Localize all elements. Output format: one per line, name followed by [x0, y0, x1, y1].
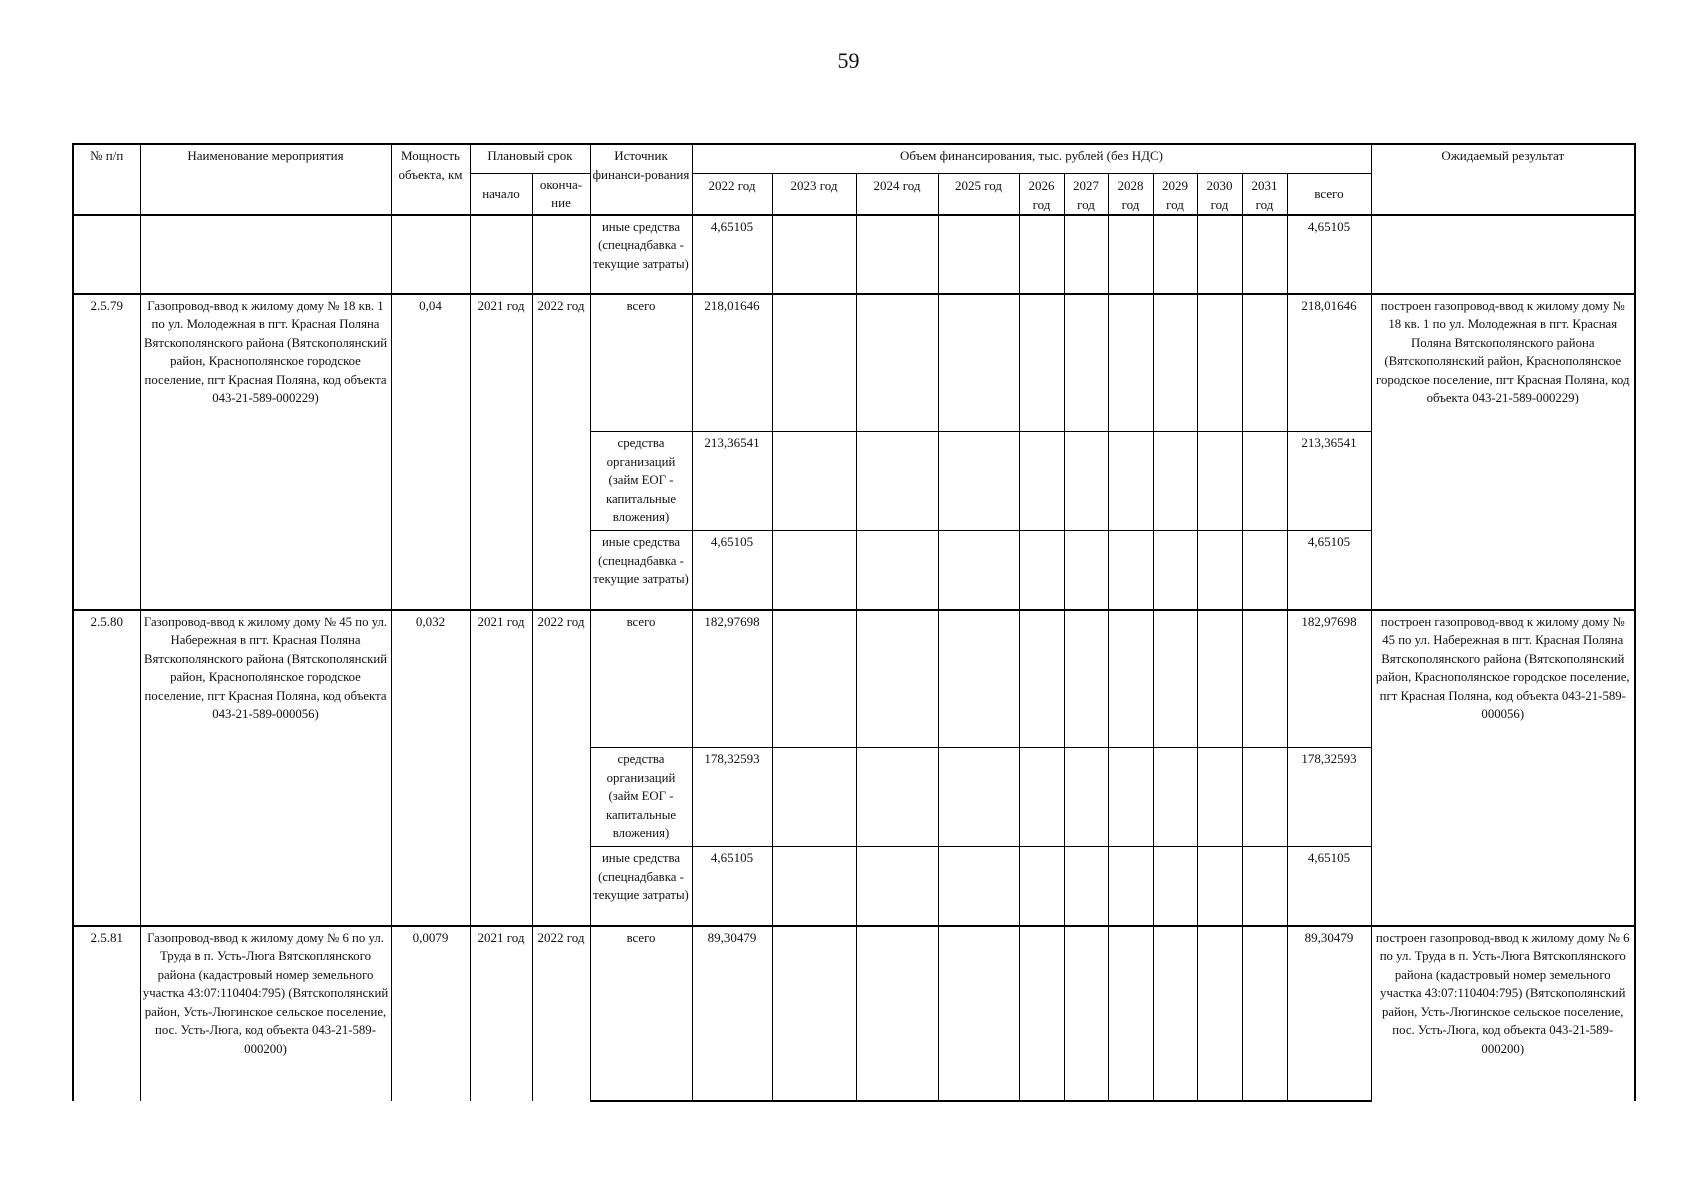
cell-source: средства организаций (займ ЕОГ - капитальные вложения) [590, 432, 692, 531]
cell-empty [1242, 926, 1287, 1101]
cell-source: иные средства (спецнадбавка - текущие затраты) [590, 531, 692, 610]
cell-empty [856, 215, 938, 294]
cell-2022: 4,65105 [692, 215, 772, 294]
cell-empty [1197, 610, 1242, 748]
cell-source: всего [590, 610, 692, 748]
cell-2022: 182,97698 [692, 610, 772, 748]
cell-result: построен газопровод-ввод к жилому дому № 18 кв. 1 по ул. Молодежная в пгт. Красная Поляна Вятскополянского района (Вятскополянский район, Краснополянское городское поселение, пгт Красная Поляна, код объекта 043-21-589-000229) [1371, 294, 1635, 610]
cell-empty [772, 926, 856, 1101]
cell-source: иные средства (спецнадбавка - текущие затраты) [590, 847, 692, 926]
cell-empty [772, 294, 856, 432]
cell-result: построен газопровод-ввод к жилому дому № 45 по ул. Набережная в пгт. Красная Поляна Вятскополянского района (Вятскополянский район, Краснополянское городское поселение, пгт Красная Поляна, код объекта 043-21-589-000056) [1371, 610, 1635, 926]
cell-empty [772, 215, 856, 294]
cell-source: средства организаций (займ ЕОГ - капитальные вложения) [590, 748, 692, 847]
cell-2022: 218,01646 [692, 294, 772, 432]
cell-result [1371, 215, 1635, 294]
table-row [73, 294, 1635, 432]
cell-capacity: 0,0079 [391, 926, 470, 1101]
cell-capacity [391, 215, 470, 294]
cell-empty [856, 610, 938, 748]
cell-num: 2.5.79 [73, 294, 140, 610]
header-year: 2024 год [856, 173, 938, 215]
cell-empty [772, 748, 856, 847]
cell-capacity: 0,032 [391, 610, 470, 926]
cell-empty [1019, 847, 1064, 926]
header-planned-term: Плановый срок [470, 144, 590, 173]
cell-start [470, 215, 532, 294]
cell-empty [1242, 847, 1287, 926]
cell-empty [1197, 215, 1242, 294]
cell-name: Газопровод-ввод к жилому дому № 45 по ул. Набережная в пгт. Красная Поляна Вятскополянского района (Вятскополянский район, Краснополянское городское поселение, пгт Красная Поляна, код объекта 043-21-589-000056) [140, 610, 391, 926]
cell-start: 2021 год [470, 610, 532, 926]
cell-start: 2021 год [470, 926, 532, 1101]
header-name: Наименование мероприятия [140, 144, 391, 215]
header-year: 2027 год [1064, 173, 1108, 215]
cell-end: 2022 год [532, 926, 590, 1101]
cell-empty [856, 926, 938, 1101]
cell-empty [1242, 531, 1287, 610]
header-source: Источник финанси-рования [590, 144, 692, 215]
cell-source: всего [590, 926, 692, 1101]
cell-empty [1197, 294, 1242, 432]
header-result: Ожидаемый результат [1371, 144, 1635, 215]
cell-empty [1108, 926, 1153, 1101]
cell-2022: 89,30479 [692, 926, 772, 1101]
cell-empty [1064, 432, 1108, 531]
header-year: 2022 год [692, 173, 772, 215]
cell-source: иные средства (спецнадбавка - текущие затраты) [590, 215, 692, 294]
cell-empty [856, 531, 938, 610]
cell-empty [1019, 215, 1064, 294]
cell-empty [1197, 748, 1242, 847]
cell-total: 4,65105 [1287, 847, 1371, 926]
cell-name: Газопровод-ввод к жилому дому № 18 кв. 1 по ул. Молодежная в пгт. Красная Поляна Вятскополянского района (Вятскополянский район, Краснополянское городское поселение, пгт Красная Поляна, код объекта 043-21-589-000229) [140, 294, 391, 610]
cell-num [73, 215, 140, 294]
cell-empty [1019, 926, 1064, 1101]
header-year: 2023 год [772, 173, 856, 215]
header-year: 2025 год [938, 173, 1019, 215]
cell-result: построен газопровод-ввод к жилому дому № 6 по ул. Труда в п. Усть-Люга Вятскоплянского района (кадастровый номер земельного участка 43:07:110404:795) (Вятскополянский район, Усть-Люгинское сельское поселение, пос. Усть-Люга, код объекта 043-21-589-000200) [1371, 926, 1635, 1101]
cell-empty [1064, 610, 1108, 748]
cell-empty [1197, 432, 1242, 531]
cell-empty [938, 432, 1019, 531]
cell-empty [772, 531, 856, 610]
cell-empty [1108, 531, 1153, 610]
cell-empty [1064, 847, 1108, 926]
cell-name [140, 215, 391, 294]
cell-empty [1153, 847, 1197, 926]
cell-num: 2.5.81 [73, 926, 140, 1101]
cell-empty [1242, 294, 1287, 432]
cell-empty [1108, 432, 1153, 531]
header-capacity: Мощность объекта, км [391, 144, 470, 215]
cell-capacity: 0,04 [391, 294, 470, 610]
cell-end: 2022 год [532, 294, 590, 610]
header-year: 2026 год [1019, 173, 1064, 215]
cell-source: всего [590, 294, 692, 432]
cell-total: 4,65105 [1287, 215, 1371, 294]
cell-empty [938, 215, 1019, 294]
cell-empty [1064, 531, 1108, 610]
header-total: всего [1287, 173, 1371, 215]
cell-2022: 4,65105 [692, 847, 772, 926]
cell-empty [1153, 215, 1197, 294]
cell-empty [1019, 531, 1064, 610]
cell-2022: 213,36541 [692, 432, 772, 531]
header-num: № п/п [73, 144, 140, 215]
cell-empty [1197, 531, 1242, 610]
cell-empty [1108, 748, 1153, 847]
cell-empty [1064, 748, 1108, 847]
cell-empty [856, 294, 938, 432]
cell-empty [938, 748, 1019, 847]
cell-end: 2022 год [532, 610, 590, 926]
cell-2022: 4,65105 [692, 531, 772, 610]
cell-empty [1108, 847, 1153, 926]
cell-total: 213,36541 [1287, 432, 1371, 531]
cell-empty [1064, 215, 1108, 294]
cell-total: 4,65105 [1287, 531, 1371, 610]
cell-empty [1242, 215, 1287, 294]
cell-empty [1242, 432, 1287, 531]
cell-empty [1019, 432, 1064, 531]
table-row [73, 610, 1635, 748]
cell-empty [938, 610, 1019, 748]
cell-name: Газопровод-ввод к жилому дому № 6 по ул. Труда в п. Усть-Люга Вятскоплянского района (кадастровый номер земельного участка 43:07:110404:795) (Вятскополянский район, Усть-Люгинское сельское поселение, пос. Усть-Люга, код объекта 043-21-589-000200) [140, 926, 391, 1101]
cell-start: 2021 год [470, 294, 532, 610]
cell-empty [856, 748, 938, 847]
table-row [73, 215, 1635, 294]
cell-empty [772, 432, 856, 531]
header-funding: Объем финансирования, тыс. рублей (без НДС) [692, 144, 1371, 173]
cell-total: 182,97698 [1287, 610, 1371, 748]
cell-empty [772, 610, 856, 748]
cell-empty [1064, 294, 1108, 432]
header-end: оконча-ние [532, 173, 590, 215]
cell-empty [1153, 294, 1197, 432]
cell-empty [938, 926, 1019, 1101]
funding-table [72, 143, 1636, 1102]
cell-empty [856, 847, 938, 926]
cell-empty [1153, 610, 1197, 748]
cell-2022: 178,32593 [692, 748, 772, 847]
cell-empty [1019, 294, 1064, 432]
cell-empty [1153, 432, 1197, 531]
cell-end [532, 215, 590, 294]
cell-empty [1108, 215, 1153, 294]
cell-num: 2.5.80 [73, 610, 140, 926]
cell-empty [772, 847, 856, 926]
cell-empty [1242, 610, 1287, 748]
cell-empty [938, 847, 1019, 926]
table-row [73, 926, 1635, 1101]
cell-empty [1064, 926, 1108, 1101]
header-year: 2028 год [1108, 173, 1153, 215]
page-number: 59 [837, 48, 860, 73]
cell-empty [1019, 610, 1064, 748]
cell-empty [1108, 610, 1153, 748]
cell-total: 218,01646 [1287, 294, 1371, 432]
header-year: 2029 год [1153, 173, 1197, 215]
header-year: 2031 год [1242, 173, 1287, 215]
cell-total: 178,32593 [1287, 748, 1371, 847]
cell-total: 89,30479 [1287, 926, 1371, 1101]
cell-empty [1153, 926, 1197, 1101]
cell-empty [856, 432, 938, 531]
cell-empty [1108, 294, 1153, 432]
cell-empty [938, 531, 1019, 610]
cell-empty [1197, 926, 1242, 1101]
header-start: начало [470, 173, 532, 215]
header-year: 2030 год [1197, 173, 1242, 215]
cell-empty [1153, 748, 1197, 847]
cell-empty [1197, 847, 1242, 926]
cell-empty [1019, 748, 1064, 847]
cell-empty [1153, 531, 1197, 610]
cell-empty [938, 294, 1019, 432]
cell-empty [1242, 748, 1287, 847]
